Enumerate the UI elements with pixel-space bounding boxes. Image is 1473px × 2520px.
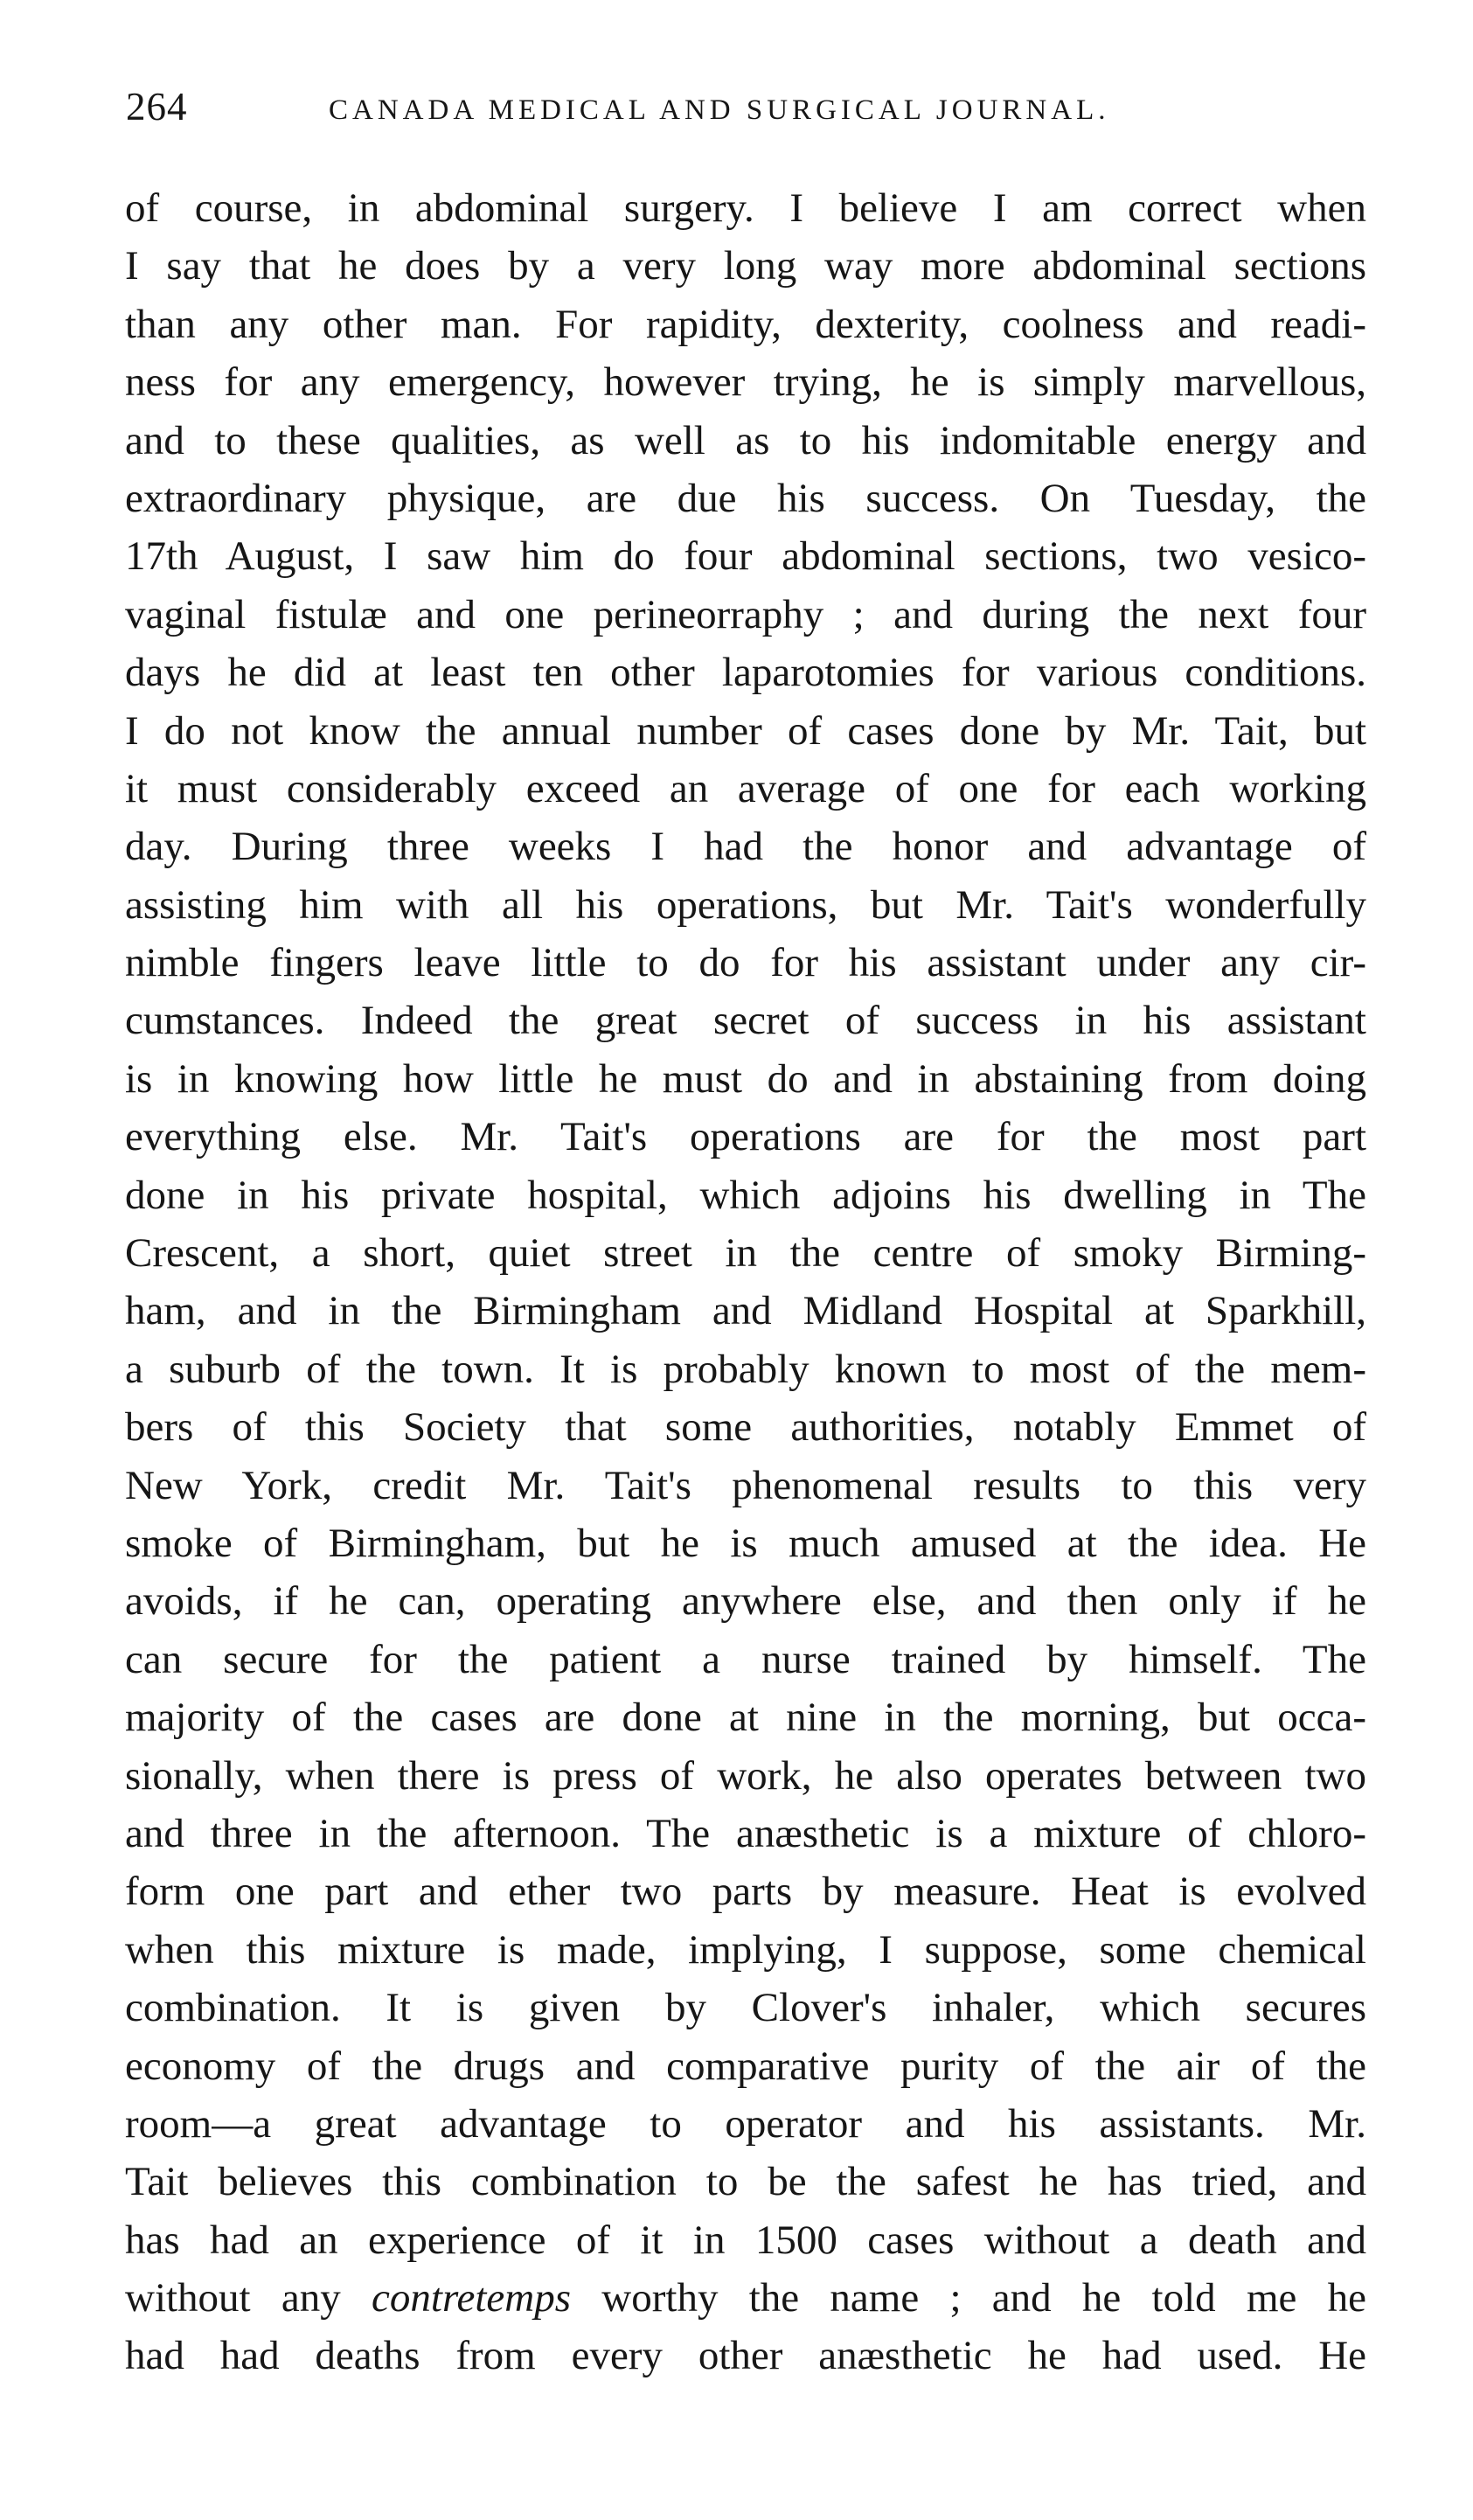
text-line: bers of this Society that some authorities, notably Emmet of — [125, 1404, 1366, 1451]
text-line: combination. It is given by Clover's inhaler, which secures — [125, 1985, 1366, 2031]
text-line: New York, credit Mr. Tait's phenomenal results to this very — [125, 1462, 1366, 1508]
text-line: room—a great advantage to operator and his assistants. Mr. — [125, 2100, 1366, 2147]
text-line: it must considerably exceed an average of one for each working — [125, 765, 1366, 811]
journal-title: CANADA MEDICAL AND SURGICAL JOURNAL. — [329, 94, 1110, 126]
text-line: than any other man. For rapidity, dexterity, coolness and readi- — [125, 301, 1366, 347]
text-line: cumstances. Indeed the great secret of success in his assistant — [125, 998, 1366, 1044]
text-line: I say that he does by a very long way more abdominal sections — [125, 243, 1366, 289]
text-line: has had an experience of it in 1500 cases without a death and — [125, 2217, 1366, 2263]
text-line: is in knowing how little he must do and in abstaining from doing — [125, 1055, 1366, 1102]
text-line: a suburb of the town. It is probably known to most of the mem- — [125, 1346, 1366, 1392]
text-line: extraordinary physique, are due his success. On Tuesday, the — [125, 475, 1366, 521]
text-line: day. During three weeks I had the honor and advantage of — [125, 824, 1366, 870]
italic-term: contretemps — [372, 2275, 572, 2322]
running-header — [121, 80, 1353, 133]
text-line: vaginal fistulæ and one perineorraphy ; and during the next four — [125, 591, 1366, 637]
text-line: and to these qualities, as well as to his indomitable energy and — [125, 417, 1366, 463]
page-number: 264 — [126, 85, 188, 129]
text-line: nimble fingers leave little to do for his assistant under any cir- — [125, 940, 1366, 986]
text-line: economy of the drugs and comparative purity of the air of the — [125, 2043, 1366, 2089]
text-fragment: worthy the name ; and he told me he — [571, 2275, 1366, 2322]
text-line: avoids, if he can, operating anywhere else, and then only if he — [125, 1578, 1366, 1625]
text-line: smoke of Birmingham, but he is much amused at the idea. He — [125, 1520, 1366, 1566]
body-text — [125, 179, 1366, 2385]
text-line: when this mixture is made, implying, I suppose, some chemical — [125, 1926, 1366, 1973]
text-line-with-italic — [125, 2269, 1366, 2327]
text-line: and three in the afternoon. The anæsthetic is a mixture of chloro- — [125, 1810, 1366, 1856]
text-line: everything else. Mr. Tait's operations are for the most part — [125, 1114, 1366, 1160]
text-line: of course, in abdominal surgery. I believe I am correct when — [125, 185, 1366, 231]
text-line: ness for any emergency, however trying, he is simply marvellous, — [125, 359, 1366, 406]
text-line: form one part and ether two parts by measure. Heat is evolved — [125, 1869, 1366, 1915]
text-line: assisting him with all his operations, but Mr. Tait's wonderfully — [125, 881, 1366, 928]
text-line: had had deaths from every other anæsthetic he had used. He — [125, 2333, 1366, 2379]
text-line: can secure for the patient a nurse trained by himself. The — [125, 1636, 1366, 1682]
text-line: sionally, when there is press of work, he also operates between two — [125, 1752, 1366, 1799]
text-line: Crescent, a short, quiet street in the centre of smoky Birming- — [125, 1230, 1366, 1277]
text-line: majority of the cases are done at nine in the morning, but occa- — [125, 1695, 1366, 1741]
text-line: days he did at least ten other laparotomies for various conditions. — [125, 650, 1366, 696]
text-line: ham, and in the Birmingham and Midland Hospital at Sparkhill, — [125, 1288, 1366, 1334]
text-line: 17th August, I saw him do four abdominal sections, two vesico- — [125, 533, 1366, 580]
text-line: I do not know the annual number of cases done by Mr. Tait, but — [125, 707, 1366, 754]
text-line: done in his private hospital, which adjoins his dwelling in The — [125, 1172, 1366, 1218]
text-fragment: without any — [125, 2275, 372, 2322]
text-line: Tait believes this combination to be the safest he has tried, and — [125, 2159, 1366, 2205]
